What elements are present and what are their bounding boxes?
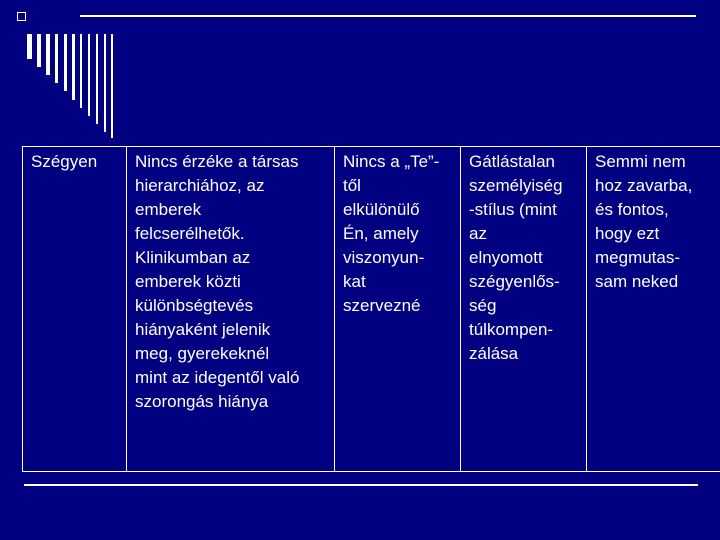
table-cell: Nincs a „Te”- től elkülönülő Én, amely viszonyun- kat szervezné xyxy=(335,147,461,472)
decorative-bar xyxy=(55,34,58,83)
decorative-bar xyxy=(37,34,41,67)
table-cell: Nincs érzéke a társas hierarchiához, az emberek felcserélhetők. Klinikumban az emberek közti különbségtevés hiányaként jelenik meg, gyerekeknél mint az idegentől való szorongás hiánya xyxy=(127,147,335,472)
decorative-bar xyxy=(64,34,67,91)
decorative-bar xyxy=(46,34,50,75)
decorative-bar xyxy=(27,34,32,59)
table-cell: Gátlástalan személyiség -stílus (mint az elnyomott szégyenlős- ség túlkompen- zálása xyxy=(461,147,587,472)
table-cell: Semmi nem hoz zavarba, és fontos, hogy ezt megmutas- sam neked xyxy=(587,147,720,472)
decorative-bar xyxy=(111,34,113,138)
decorative-square-icon xyxy=(17,12,26,21)
top-rule xyxy=(80,15,696,17)
bottom-rule xyxy=(24,484,698,486)
content-table xyxy=(22,146,720,472)
table-row xyxy=(23,147,720,472)
decorative-bars xyxy=(16,12,126,132)
decorative-bar xyxy=(72,34,75,100)
decorative-bar xyxy=(96,34,98,124)
decorative-bar xyxy=(80,34,82,108)
decorative-bar xyxy=(104,34,106,132)
decorative-bar xyxy=(88,34,90,116)
table-cell-term: Szégyen xyxy=(23,147,127,472)
